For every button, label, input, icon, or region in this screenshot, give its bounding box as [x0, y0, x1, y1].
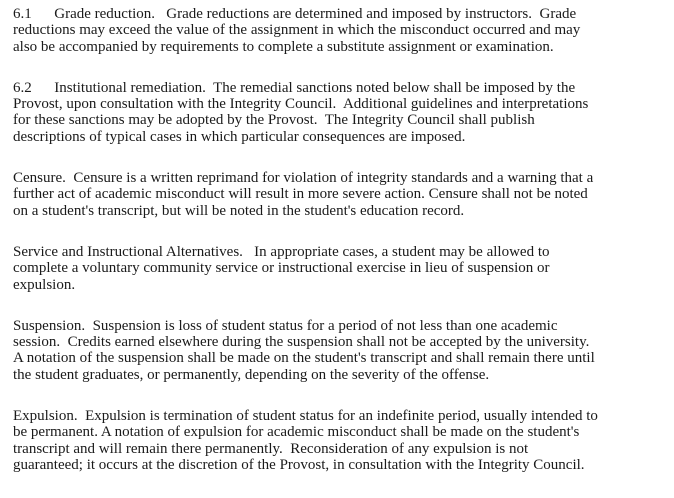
- text-line: the student graduates, or permanently, depending on the severity of the offense.: [13, 366, 490, 383]
- text-line: Provost, upon consultation with the Integrity Council. Additional guidelines and interpretations: [13, 96, 589, 113]
- paragraph-censure: [13, 170, 661, 219]
- text-line: descriptions of typical cases in which particular consequences are imposed.: [13, 128, 466, 145]
- text-line: Expulsion. Expulsion is termination of student status for an indefinite period, usually intended to: [13, 408, 598, 425]
- text-line: 6.2 Institutional remediation. The remedial sanctions noted below shall be imposed by the: [13, 79, 576, 96]
- text-line: on a student's transcript, but will be noted in the student's education record.: [13, 202, 465, 219]
- text-line: Service and Instructional Alternatives. In appropriate cases, a student may be allowed to: [13, 243, 550, 260]
- paragraph-suspension: [13, 318, 661, 383]
- text-line: transcript and will remain there permanently. Reconsideration of any expulsion is not: [13, 440, 529, 457]
- text-line: be permanent. A notation of expulsion for academic misconduct shall be made on the student's: [13, 424, 580, 441]
- paragraph-6-1-grade-reduction: [13, 6, 661, 55]
- text-line: 6.1 Grade reduction. Grade reductions are determined and imposed by instructors. Grade: [13, 6, 577, 22]
- text-line: session. Credits earned elsewhere during the suspension shall not be accepted by the university.: [13, 334, 590, 351]
- text-line: Suspension. Suspension is loss of student status for a period of not less than one academic: [13, 317, 558, 334]
- paragraph-service-and-instructional-alternatives: [13, 244, 661, 293]
- text-line: also be accompanied by requirements to complete a substitute assignment or examination.: [13, 38, 554, 55]
- text-line: for these sanctions may be adopted by the Provost. The Integrity Council shall publish: [13, 112, 535, 129]
- text-line: Censure. Censure is a written reprimand for violation of integrity standards and a warning that a: [13, 170, 594, 187]
- text-line: reductions may exceed the value of the assignment in which the misconduct occurred and may: [13, 22, 581, 39]
- text-line: guaranteed; it occurs at the discretion of the Provost, in consultation with the Integrity Council.: [13, 456, 585, 473]
- text-line: A notation of the suspension shall be made on the student's transcript and shall remain there until: [13, 350, 595, 367]
- text-line: complete a voluntary community service or instructional exercise in lieu of suspension or: [13, 260, 550, 277]
- text-line: further act of academic misconduct will result in more severe action. Censure shall not be noted: [13, 186, 588, 203]
- text-line: expulsion.: [13, 276, 76, 293]
- paragraph-6-2-institutional-remediation: [13, 80, 661, 145]
- paragraph-expulsion: [13, 408, 661, 473]
